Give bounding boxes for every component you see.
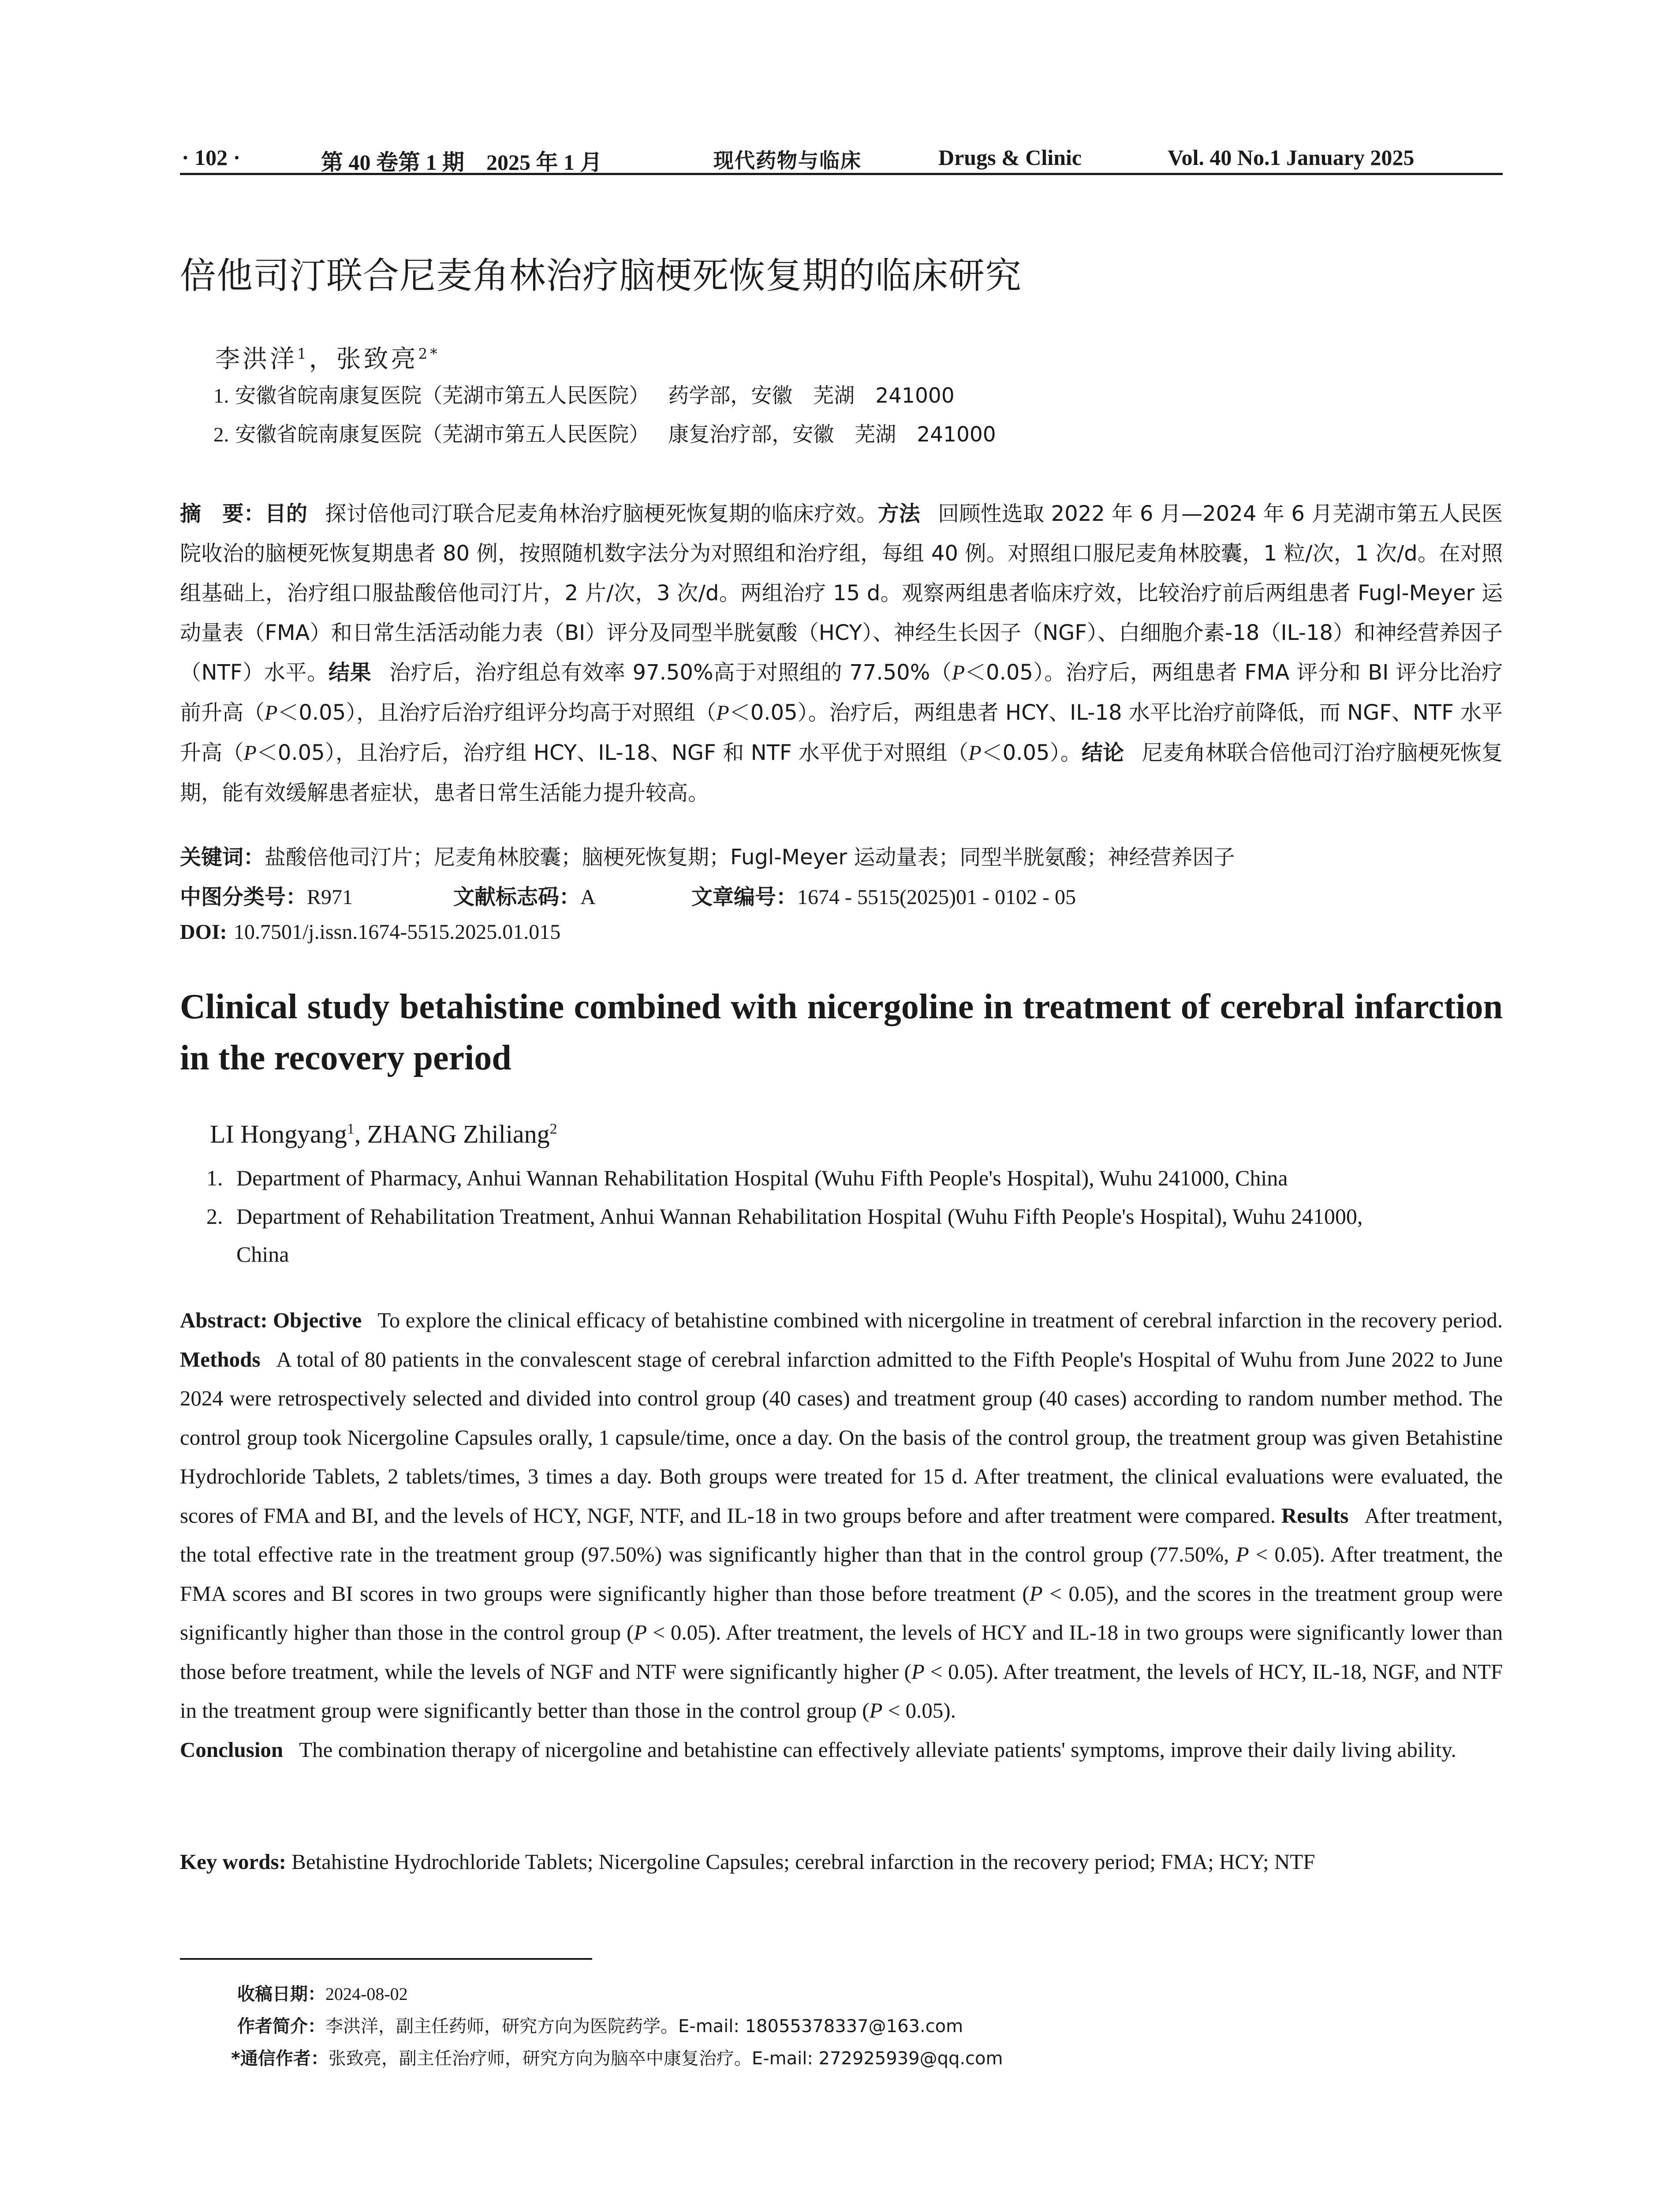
objective-text: 探讨倍他司汀联合尼麦角林治疗脑梗死恢复期的临床疗效。 [325, 501, 878, 526]
doi-line [180, 919, 560, 944]
doi-label: DOI: [180, 920, 227, 944]
results-text: ＜0.05）。 [981, 740, 1082, 765]
authors-cn [215, 340, 440, 375]
keywords-label: 关键词： [180, 845, 265, 870]
abstract-label: Abstract: [180, 1308, 268, 1332]
footnote-author [237, 2012, 963, 2037]
author-1-sup: 1 [347, 1121, 355, 1137]
doc-code-value: A [580, 886, 596, 909]
article-no-value: 1674 - 5515(2025)01 - 0102 - 05 [797, 886, 1076, 909]
footnote-divider [180, 1958, 592, 1960]
affiliation-org: 安徽省皖南康复医院（芜湖市第五人民医院） [235, 422, 650, 447]
affiliation-cn-2 [213, 418, 996, 448]
doc-code-label: 文献标志码： [453, 885, 581, 909]
keywords-text: 盐酸倍他司汀片；尼麦角林胶囊；脑梗死恢复期；Fugl-Meyer 运动量表；同型半胱氨酸；神经营养因子 [265, 845, 1235, 870]
p-symbol: P [952, 661, 965, 684]
issue-en: Vol. 40 No.1 January 2025 [1168, 145, 1415, 170]
classification-line [180, 880, 1076, 910]
author-sep: , [354, 1120, 367, 1148]
results-text: 治疗后，治疗组总有效率 97.50%高于对照组的 77.50%（ [389, 660, 952, 685]
results-text: < 0.05). After treatment, the FMA scores and BI scores in two groups were significantly higher than those before treatment ( [180, 1542, 1503, 1606]
running-header [180, 141, 1503, 175]
results-text: ＜0.05）。治疗后，两组患者 FMA 评分和 BI 评分比治疗前升高（ [180, 660, 1503, 725]
authors-en [210, 1119, 557, 1149]
abstract-en [180, 1301, 1503, 1769]
author-1-en: LI Hongyang [210, 1120, 347, 1148]
methods-text: 回顾性选取 2022 年 6 月—2024 年 6 月芜湖市第五人民医院收治的脑梗死恢复期患者 80 例，按照随机数字法分为对照组和治疗组，每组 40 例。对照组口服尼麦角林胶囊，1 粒/次，1 次/d。在对照组基础上，治疗组口服盐酸倍他司汀片，2 片/次，3 次/d。两组治疗 15 d。观察两组患者临床疗效，比较治疗前后两组患者 Fugl-Meyer 运动量表（FMA）和日常生活活动能力表（BI）评分及同型半胱氨酸（HCY）、神经生长因子（NGF）、白细胞介素-18（IL-18）和神经营养因子（NTF）水平。 [180, 501, 1503, 685]
conclusion-text: The combination therapy of nicergoline and betahistine can effectively alleviate patients' symptoms, improve their daily living ability. [299, 1737, 1456, 1762]
abstract-label: 摘 要： [180, 501, 265, 526]
received-date: 2024-08-02 [325, 1984, 408, 2004]
clc-value: R971 [307, 886, 353, 909]
conclusion-label: 结论 [1081, 740, 1124, 765]
p-symbol: P [716, 701, 729, 725]
p-symbol: P [243, 741, 257, 765]
conclusion-text: 尼麦角林联合倍他司汀治疗脑梗死恢复期，能有效缓解患者症状，患者日常生活能力提升较高。 [180, 740, 1503, 805]
conclusion-label: Conclusion [180, 1737, 284, 1762]
journal-name-en: Drugs & Clinic [938, 145, 1082, 170]
p-symbol: P [911, 1659, 925, 1684]
footnote-received [237, 1980, 408, 2005]
methods-label: 方法 [877, 501, 920, 526]
author-2-cn: 张致亮 [336, 345, 418, 374]
affiliation-dept: 康复治疗部，安徽 芜湖 241000 [668, 422, 996, 447]
author-1-sup: 1 [297, 345, 309, 363]
results-text: < 0.05). [882, 1698, 956, 1723]
p-symbol: P [1029, 1581, 1043, 1606]
author-sep: ， [309, 345, 336, 374]
objective-text: To explore the clinical efficacy of betahistine combined with nicergoline in treatment of cerebral infarction in the recovery period. [377, 1308, 1503, 1332]
results-text: < 0.05). After treatment, the levels of HCY and IL-18 in two groups were significantly lower than those before treatment, while the levels of NGF and NTF were significantly higher ( [180, 1620, 1503, 1684]
author-2-en: ZHANG Zhiliang [367, 1120, 550, 1148]
abstract-cn [180, 494, 1503, 813]
journal-name-cn: 现代药物与临床 [713, 149, 862, 172]
keywords-cn [180, 840, 1235, 871]
results-label: Results [1281, 1503, 1349, 1528]
affiliation-num: 2. [206, 1204, 223, 1229]
author-1-cn: 李洪洋 [215, 345, 297, 374]
p-symbol: P [1236, 1542, 1249, 1566]
affiliation-text: Department of Rehabilitation Treatment, Anhui Wannan Rehabilitation Hospital (Wuhu Fifth People's Hospital), Wuhu 241000, [236, 1204, 1363, 1229]
results-label: 结果 [328, 660, 372, 685]
objective-label: Objective [273, 1308, 362, 1332]
author-2-sup: 2 [549, 1121, 557, 1137]
p-symbol: P [869, 1698, 883, 1723]
methods-label: Methods [180, 1347, 261, 1372]
clc-label: 中图分类号： [180, 885, 307, 909]
affiliation-text-cont: China [236, 1242, 289, 1267]
corresponding-label: *通信作者： [231, 2048, 329, 2069]
affiliation-num: 1. [213, 385, 229, 407]
page-number: · 102 · [182, 145, 241, 170]
keywords-en [180, 1849, 1503, 1874]
corresponding-text: 张致亮，副主任治疗师，研究方向为脑卒中康复治疗。E-mail: 272925939@qq.com [328, 2048, 1003, 2069]
author-bio-label: 作者简介： [237, 2016, 325, 2037]
results-text: After treatment, the total effective rate in the treatment group (97.50%) was significantly higher than that in the control group (77.50%, [180, 1503, 1503, 1566]
methods-text: A total of 80 patients in the convalescent stage of cerebral infarction admitted to the Fifth People's Hospital of Wuhu from June 2022 to June 2024 were retrospectively selected and divided into control group (40 cases) and treatment group (40 cases) according to random number method. The control group took Nicergoline Capsules orally, 1 capsule/time, once a day. On the basis of the control group, the treatment group was given Betahistine Hydrochloride Tablets, 2 tablets/times, 3 times a day. Both groups were treated for 15 d. After treatment, the clinical evaluations were evaluated, the scores of FMA and BI, and the levels of HCY, NGF, NTF, and IL-18 in two groups before and after treatment were compared. [180, 1347, 1503, 1528]
affiliation-en-1 [206, 1159, 1503, 1197]
received-label: 收稿日期： [237, 1984, 325, 2004]
results-text: ＜0.05）。治疗后，两组患者 HCY、IL-18 水平比治疗前降低，而 NGF、NTF 水平升高（ [180, 700, 1503, 765]
article-no-label: 文章编号： [691, 885, 798, 909]
doi-value[interactable]: 10.7501/j.issn.1674-5515.2025.01.015 [233, 920, 561, 944]
affiliation-num: 2. [213, 423, 229, 446]
results-text: ＜0.05），且治疗后治疗组评分均高于对照组（ [277, 700, 717, 725]
issue-cn: 第 40 卷第 1 期 2025 年 1 月 [321, 150, 602, 175]
p-symbol: P [265, 701, 278, 725]
affiliation-text: Department of Pharmacy, Anhui Wannan Rehabilitation Hospital (Wuhu Fifth People's Hospital), Wuhu 241000, China [236, 1166, 1288, 1190]
objective-label: 目的 [265, 501, 308, 526]
title-en: Clinical study betahistine combined with nicergoline in treatment of cerebral infarction in the recovery period [180, 987, 1503, 1077]
results-text: < 0.05), and the scores in the treatment group were significantly higher than those in the control group ( [180, 1581, 1503, 1644]
author-bio-text: 李洪洋，副主任药师，研究方向为医院药学。E-mail: 18055378337@163.com [325, 2016, 963, 2037]
results-text: < 0.05). After treatment, the levels of HCY, IL-18, NGF, and NTF in the treatment group were significantly better than those in the control group ( [180, 1659, 1503, 1723]
affiliation-org: 安徽省皖南康复医院（芜湖市第五人民医院） [235, 384, 650, 408]
title-cn: 倍他司汀联合尼麦角林治疗脑梗死恢复期的临床研究 [180, 255, 1022, 297]
footnote-corresponding [231, 2044, 1003, 2070]
affiliation-cn-1 [213, 379, 955, 409]
affiliation-en-2 [206, 1197, 1503, 1273]
keywords-label: Key words: [180, 1850, 286, 1874]
keywords-text: Betahistine Hydrochloride Tablets; Nicergoline Capsules; cerebral infarction in the recovery period; FMA; HCY; NTF [291, 1850, 1315, 1874]
author-2-sup: 2* [418, 345, 440, 363]
p-symbol: P [634, 1620, 647, 1644]
p-symbol: P [968, 741, 982, 765]
affiliation-dept: 药学部，安徽 芜湖 241000 [668, 384, 955, 408]
affiliation-num: 1. [206, 1166, 223, 1190]
results-text: ＜0.05），且治疗后，治疗组 HCY、IL-18、NGF 和 NTF 水平优于对照组（ [256, 740, 969, 765]
